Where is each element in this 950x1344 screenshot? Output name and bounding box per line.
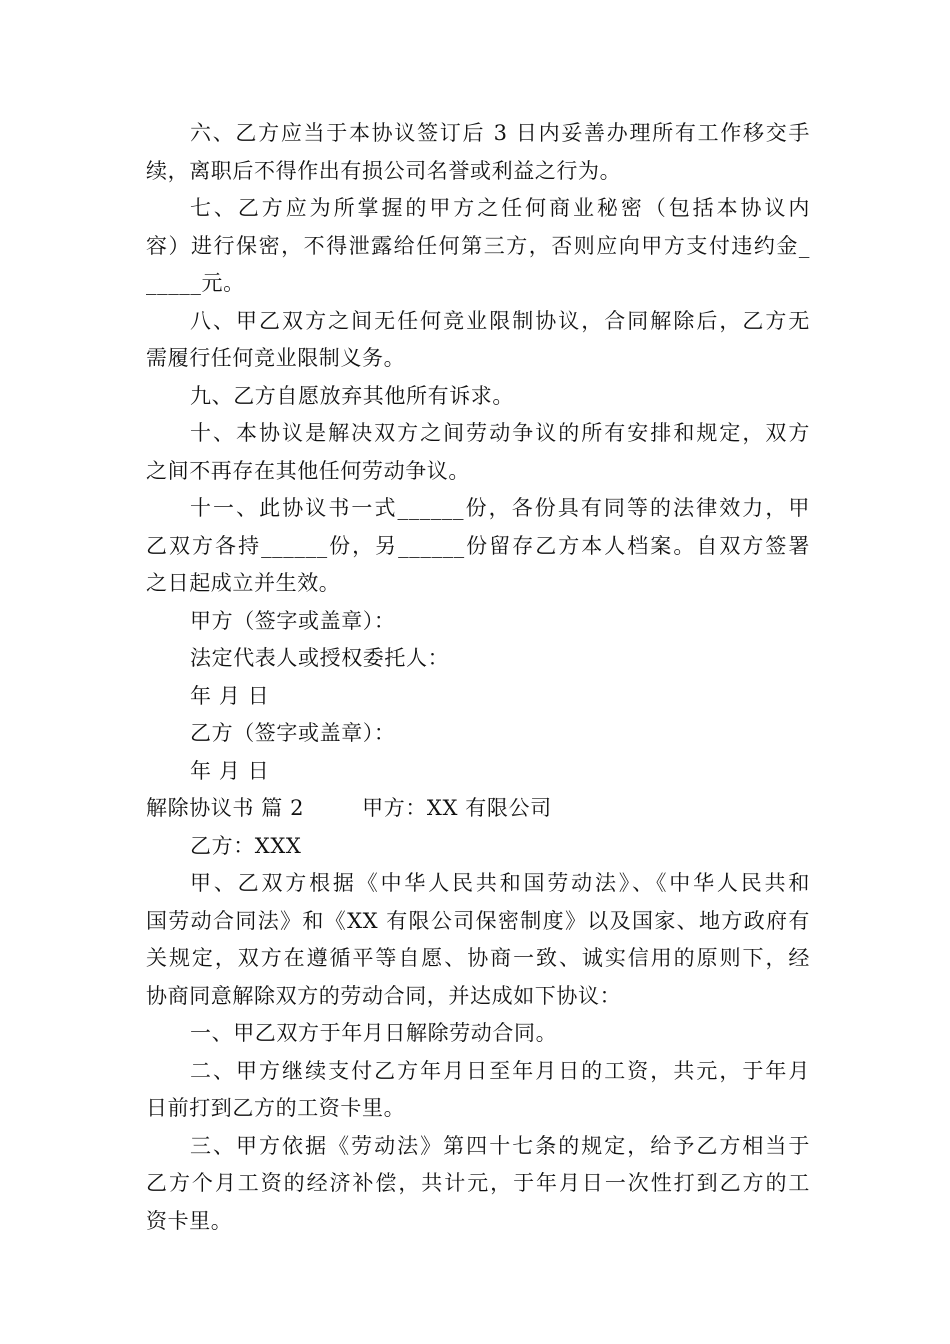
party-a-name: 甲方：XX 有限公司 [362, 796, 552, 820]
paragraph-line: 需履行任何竞业限制义务。 [146, 346, 406, 370]
paragraph-line: 之间不再存在其他任何劳动争议。 [146, 458, 470, 483]
paragraph-line: 十、本协议是解决双方之间劳动争议的所有安排和规定，双方 [190, 421, 810, 445]
party-b-name: 乙方：XXX [190, 833, 302, 858]
paragraph-line: 协商同意解除双方的劳动合同，并达成如下协议： [146, 983, 622, 1008]
paragraph-line: 三、甲方依据《劳动法》第四十七条的规定，给予乙方相当于 [190, 1133, 810, 1158]
paragraph-line: 资卡里。 [146, 1208, 233, 1233]
paragraph-line: 年 月 日 [190, 758, 270, 783]
document-body [146, 115, 810, 1240]
paragraph-line: 甲、乙双方根据《中华人民共和国劳动法》、《中华人民共和 [190, 871, 810, 895]
paragraph-line: 国劳动合同法》和《XX 有限公司保密制度》以及国家、地方政府有 [146, 908, 810, 933]
paragraph-line: 一、甲乙双方于年月日解除劳动合同。 [190, 1021, 558, 1045]
paragraph-line: 甲方（签字或盖章）： [190, 608, 396, 633]
paragraph-line: 年 月 日 [190, 683, 270, 708]
paragraph-line: 法定代表人或授权委托人： [190, 646, 450, 670]
paragraph-line: _____元。 [146, 271, 245, 295]
paragraph-line: 六、乙方应当于本协议签订后 3 日内妥善办理所有工作移交手 [190, 121, 810, 145]
paragraph-line: 之日起成立并生效。 [146, 571, 341, 595]
paragraph-line: 乙方个月工资的经济补偿，共计元，于年月日一次性打到乙方的工 [146, 1171, 810, 1195]
section-2-heading: 解除协议书 篇 2 [146, 796, 305, 820]
paragraph-line: 十一、此协议书一式______份，各份具有同等的法律效力，甲 [190, 496, 810, 520]
paragraph-line: 关规定，双方在遵循平等自愿、协商一致、诚实信用的原则下，经 [146, 946, 810, 970]
section-2-heading-line [146, 790, 810, 828]
paragraph-line: 七、乙方应为所掌握的甲方之任何商业秘密（包括本协议内 [190, 196, 810, 220]
agreement-part-2 [146, 865, 810, 1240]
paragraph-line: 日前打到乙方的工资卡里。 [146, 1096, 406, 1120]
paragraph-line: 乙双方各持______份，另______份留存乙方本人档案。自双方签署 [146, 533, 810, 558]
paragraph-line: 续，离职后不得作出有损公司名誉或利益之行为。 [146, 158, 622, 183]
paragraph-line: 容）进行保密，不得泄露给任何第三方，否则应向甲方支付违约金_ [146, 233, 810, 258]
agreement-part-1 [146, 115, 810, 790]
paragraph-line: 八、甲乙双方之间无任何竞业限制协议，合同解除后，乙方无 [190, 308, 810, 333]
paragraph-line: 乙方（签字或盖章）： [190, 721, 396, 745]
paragraph-line: 二、甲方继续支付乙方年月日至年月日的工资，共元，于年月 [190, 1058, 810, 1083]
party-b-line [146, 828, 810, 866]
paragraph-line: 九、乙方自愿放弃其他所有诉求。 [190, 383, 514, 408]
